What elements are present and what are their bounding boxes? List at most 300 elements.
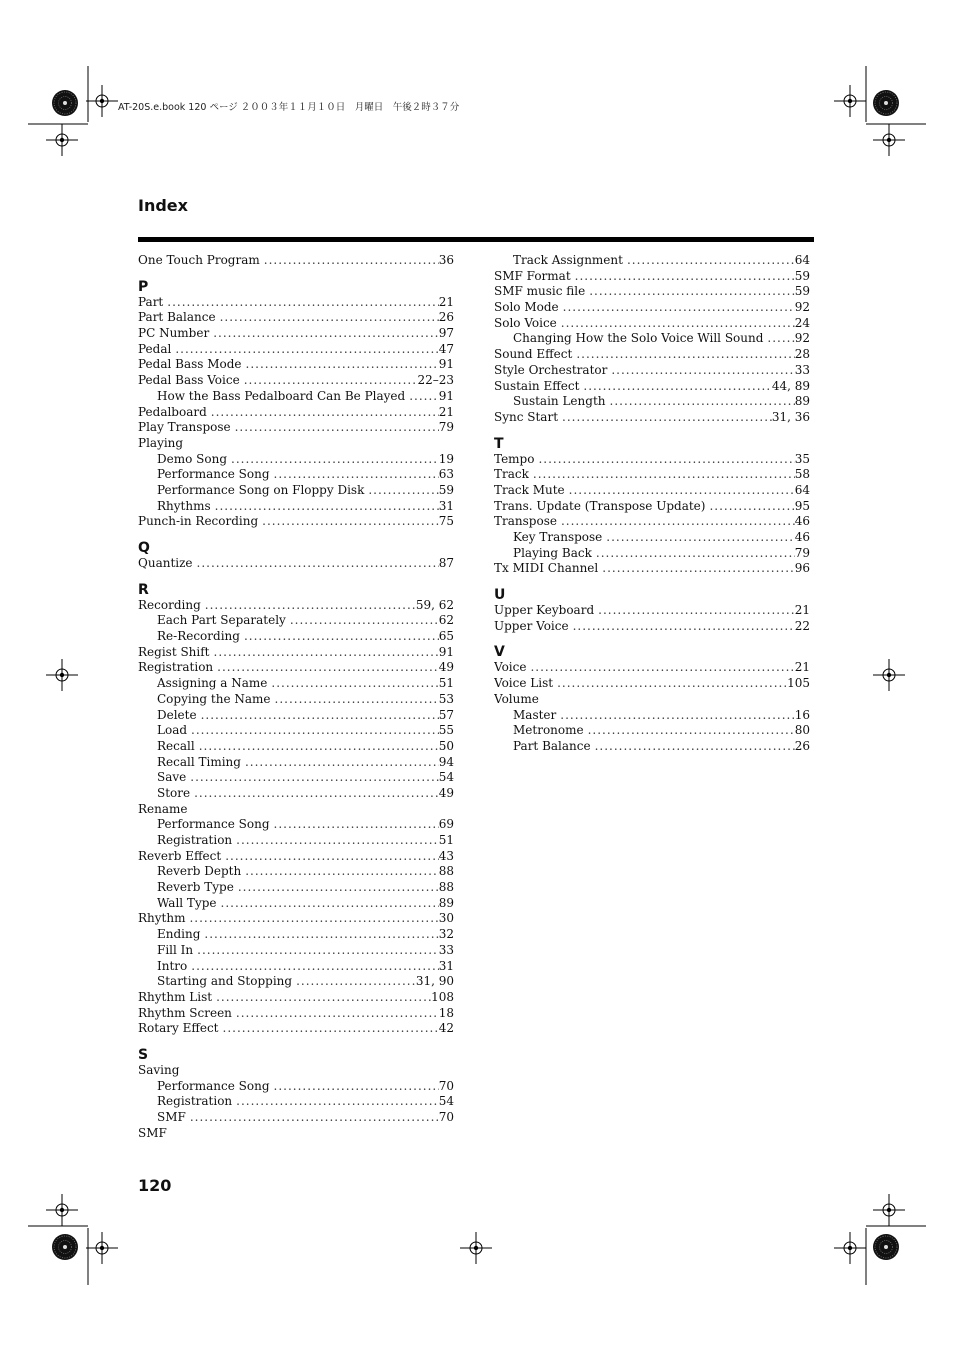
index-term: Track Assignment [513,253,623,267]
index-page-ref: 53 [438,691,454,706]
index-entry [494,467,810,483]
index-term: Tx MIDI Channel [494,561,599,576]
index-subentry [494,331,810,347]
index-page-ref: 33 [438,942,454,957]
index-term: Rhythm [138,911,186,926]
index-page-ref: 47 [438,341,454,356]
index-page-ref: 46 [794,530,810,544]
dot-leader [189,911,438,927]
index-subentry [138,692,454,708]
dot-leader [199,739,439,755]
index-page-ref: 43 [438,848,454,863]
page-number: 120 [138,1176,172,1195]
dot-leader [596,546,795,562]
dot-leader [262,514,439,530]
index-page-ref: 54 [438,770,454,785]
index-page-ref: 69 [438,817,454,832]
index-term: One Touch Program [138,253,260,267]
index-term: Part Balance [513,738,591,753]
dot-leader [296,974,416,990]
index-letter-heading: Q [138,540,150,556]
index-page-ref: 70 [438,1110,454,1124]
dot-leader [538,452,794,468]
dot-leader [560,708,794,724]
dot-leader [197,943,439,959]
index-subentry [138,943,454,959]
index-page-ref: 59 [438,482,454,497]
index-term: Rename [138,801,188,816]
index-page-ref: 89 [794,394,810,409]
index-entry [138,911,454,927]
index-subentry [138,467,454,483]
index-term: Trans. Update (Transpose Update) [494,498,706,513]
index-subentry [138,708,454,724]
index-term: Recall [157,738,195,753]
index-term: Pedal Bass Mode [138,357,242,372]
index-letter-heading: S [138,1046,149,1063]
index-term: Intro [157,958,188,973]
index-page-ref: 31 [438,958,454,973]
index-entry [138,342,454,358]
index-entry [138,514,454,530]
dot-leader [223,1021,439,1037]
index-term: Demo Song [157,451,227,466]
dot-leader [244,373,418,389]
index-term: Delete [157,707,197,722]
dot-leader [561,316,795,332]
dot-leader [530,660,794,676]
index-page-ref: 94 [438,754,454,769]
index-page-ref: 92 [794,300,810,315]
dot-leader [709,499,794,515]
dot-leader [561,514,795,530]
dot-leader [191,959,438,975]
index-page-ref: 55 [438,723,454,738]
index-subentry [138,389,454,405]
index-page-ref: 36 [438,253,454,267]
index-page-ref: 46 [794,514,810,529]
dot-leader [225,849,439,865]
index-term: Saving [138,1062,180,1077]
index-page-ref: 91 [438,388,454,403]
index-page-ref: 88 [438,880,454,895]
index-term: Performance Song [157,817,270,832]
index-term: Registration [157,1094,233,1109]
index-entry [138,802,454,818]
index-page-ref: 89 [438,895,454,910]
index-subentry [138,927,454,943]
index-entry [138,849,454,865]
index-entry [494,379,810,395]
index-page-ref: 70 [438,1078,454,1093]
index-page-ref: 28 [794,347,810,362]
dot-leader [271,676,438,692]
index-entry [138,1126,454,1142]
dot-leader [606,530,794,546]
index-page-ref: 91 [438,644,454,659]
index-term: Track Mute [494,482,565,497]
index-term: Recall Timing [157,754,241,769]
dot-leader [204,927,438,943]
print-header: AT-20S.e.book 120 ページ ２００３年１１月１０日 月曜日 午後２時３７分 [118,102,460,113]
dot-leader [167,295,438,311]
dot-leader [197,556,439,572]
index-term: Part [138,294,164,309]
index-entry [138,420,454,436]
index-subentry [138,483,454,499]
index-page-ref: 21 [794,603,810,618]
index-entry [494,269,810,285]
index-page-ref: 44, 89 [771,378,810,393]
dot-leader [220,310,439,326]
dot-leader [409,389,439,405]
dot-leader [563,300,795,316]
index-subentry [138,959,454,975]
dot-leader [191,723,439,739]
index-entry [138,326,454,342]
index-term: Pedal Bass Voice [138,373,240,388]
dot-leader [175,342,438,358]
index-page-ref: 62 [438,613,454,628]
dot-leader [569,483,795,499]
index-term: Rotary Effect [138,1021,219,1036]
dot-leader [246,357,439,373]
dot-leader [274,467,439,483]
index-term: SMF Format [494,268,571,283]
index-entry [494,660,810,676]
index-page-ref: 79 [438,420,454,435]
index-term: Reverb Type [157,880,234,895]
index-subentry [138,613,454,629]
dot-leader [211,405,439,421]
index-page-ref: 75 [438,514,454,529]
index-term: Sync Start [494,409,559,424]
index-page-ref: 51 [438,676,454,691]
index-subentry [494,739,810,755]
index-entry [138,990,454,1006]
index-page-ref: 58 [794,467,810,482]
index-entry [138,295,454,311]
index-term: Voice List [494,676,554,691]
dot-leader [275,692,439,708]
dot-leader [533,467,795,483]
dot-leader [245,755,439,771]
index-subentry [494,394,810,410]
index-page-ref: 59 [794,268,810,283]
index-term: Rhythm List [138,989,213,1004]
index-term: Track [494,467,529,482]
index-letter-heading: P [138,278,149,295]
dot-leader [610,394,795,410]
dot-leader [627,253,795,269]
index-page-ref: 16 [794,707,810,722]
index-term: Sustain Length [513,394,606,409]
index-term: Pedalboard [138,404,207,419]
index-page-ref: 92 [794,331,810,346]
index-term: Pedal [138,341,172,356]
index-entry [138,645,454,661]
index-entry [494,300,810,316]
index-page-ref: 87 [438,556,454,570]
index-entry [494,316,810,332]
dot-leader [235,420,439,436]
dot-leader [575,269,795,285]
index-subentry [138,770,454,786]
index-term: Upper Voice [494,618,569,633]
index-entry [494,363,810,379]
index-column-left [138,253,454,1141]
index-page-ref: 65 [438,629,454,644]
index-term: Playing [138,435,184,450]
dot-leader [244,629,439,645]
index-term: Performance Song [157,467,270,482]
index-page-ref: 80 [794,723,810,738]
page-title: Index [138,196,188,215]
index-entry [494,561,810,577]
index-term: Quantize [138,556,193,570]
dot-leader [236,833,439,849]
index-subentry [138,676,454,692]
index-term: Assigning a Name [157,676,268,691]
index-term: How the Bass Pedalboard Can Be Played [157,388,406,403]
dot-leader [767,331,794,347]
dot-leader [602,561,794,577]
index-subentry [138,1094,454,1110]
dot-leader [583,379,771,395]
index-subentry [138,755,454,771]
index-term: Performance Song on Floppy Disk [157,482,365,497]
index-page-ref: 19 [438,451,454,466]
index-page-ref: 26 [794,738,810,753]
index-term: Punch-in Recording [138,514,259,529]
index-entry [138,1021,454,1037]
index-term: SMF [138,1125,167,1140]
dot-leader [215,499,439,515]
index-entry [138,357,454,373]
index-entry [138,405,454,421]
index-term: Each Part Separately [157,613,286,628]
dot-leader [236,1094,439,1110]
dot-leader [213,326,439,342]
index-entry [138,598,454,614]
index-term: Master [513,707,557,722]
index-page-ref: 59, 62 [415,597,454,612]
index-entry [138,556,454,572]
index-subentry [138,864,454,880]
index-page-ref: 31, 90 [415,974,454,989]
index-subentry [138,739,454,755]
index-entry [494,452,810,468]
index-term: Recording [138,597,201,612]
index-page-ref: 108 [431,989,454,1004]
index-subentry [138,896,454,912]
index-term: Regist Shift [138,644,210,659]
index-term: Tempo [494,451,535,466]
index-subentry [138,817,454,833]
index-term: Reverb Depth [157,864,242,879]
index-term: Performance Song [157,1078,270,1093]
index-page-ref: 24 [794,315,810,330]
index-page-ref: 51 [438,833,454,847]
index-page-ref: 49 [438,785,454,800]
index-page-ref: 97 [438,326,454,341]
dot-leader [562,410,772,426]
index-page-ref: 31 [438,498,454,513]
index-column-right [494,253,810,755]
index-subentry [494,546,810,562]
index-letter-heading: R [138,581,149,598]
index-page-ref: 18 [438,1005,454,1020]
index-entry [494,284,810,300]
index-term: SMF [157,1110,186,1124]
index-term: Re-Recording [157,629,240,644]
index-page-ref: 91 [438,357,454,372]
index-page-ref: 21 [794,660,810,675]
dot-leader [290,613,439,629]
index-term: Fill In [157,942,194,957]
index-subentry [138,499,454,515]
title-rule [138,237,814,242]
index-term: Rhythms [157,498,211,513]
dot-leader [589,284,794,300]
index-page-ref: 95 [794,498,810,513]
index-entry [138,373,454,389]
index-term: Solo Voice [494,315,557,330]
index-page-ref: 22–23 [417,373,454,388]
index-term: Solo Mode [494,300,559,315]
dot-leader [190,1110,439,1126]
index-entry [494,410,810,426]
index-term: Rhythm Screen [138,1005,232,1020]
dot-leader [238,880,439,896]
index-page-ref: 64 [794,482,810,497]
index-page-ref: 57 [438,707,454,722]
index-term: Transpose [494,514,557,529]
index-page-ref: 64 [794,253,810,267]
index-entry [138,436,454,452]
dot-leader [611,363,794,379]
index-term: Part Balance [138,310,216,325]
index-page-ref: 59 [794,284,810,299]
index-term: Volume [494,691,539,706]
index-page-ref: 22 [794,618,810,633]
index-page-ref: 54 [438,1094,454,1109]
index-page-ref: 32 [438,927,454,942]
index-entry [138,310,454,326]
index-page-ref: 33 [794,362,810,377]
index-letter-heading: T [494,435,504,452]
index-term: Metronome [513,723,584,738]
index-subentry [494,723,810,739]
index-term: SMF music file [494,284,586,299]
dot-leader [194,786,439,802]
index-page-ref: 96 [794,561,810,576]
index-entry [494,603,810,619]
index-term: Registration [138,660,214,675]
index-entry [494,483,810,499]
dot-leader [214,645,439,661]
index-subentry [138,723,454,739]
index-term: Key Transpose [513,530,603,544]
index-entry [138,660,454,676]
index-entry [494,499,810,515]
dot-leader [201,708,439,724]
dot-leader [274,1079,439,1095]
index-term: Reverb Effect [138,848,222,863]
index-page-ref: 26 [438,310,454,325]
index-page-ref: 49 [438,660,454,675]
index-page-ref: 50 [438,738,454,753]
dot-leader [236,1006,439,1022]
dot-leader [245,864,439,880]
dot-leader [588,723,795,739]
index-subentry [138,1110,454,1126]
index-page-ref: 42 [438,1021,454,1036]
dot-leader [595,739,795,755]
index-page-ref: 31, 36 [771,409,810,424]
index-page-ref: 21 [438,294,454,309]
dot-leader [274,817,439,833]
index-subentry [494,253,810,269]
dot-leader [221,896,439,912]
index-page-ref: 21 [438,404,454,419]
dot-leader [368,483,438,499]
index-term: Store [157,785,191,800]
index-subentry [138,880,454,896]
index-entry [494,619,810,635]
index-term: PC Number [138,326,210,341]
index-term: Sound Effect [494,347,573,362]
index-term: Voice [494,660,527,675]
index-term: Starting and Stopping [157,974,293,989]
index-term: Save [157,770,187,785]
index-term: Sustain Effect [494,378,580,393]
index-entry [494,514,810,530]
index-entry [138,1063,454,1079]
index-subentry [138,452,454,468]
dot-leader [216,990,431,1006]
index-term: Playing Back [513,545,592,560]
index-subentry [138,974,454,990]
dot-leader [557,676,787,692]
index-term: Load [157,723,188,738]
index-term: Changing How the Solo Voice Will Sound [513,331,764,346]
index-page-ref: 88 [438,864,454,879]
index-page-ref: 79 [794,545,810,560]
index-term: Registration [157,833,233,847]
index-entry [494,676,810,692]
dot-leader [231,452,439,468]
dot-leader [190,770,438,786]
index-term: Style Orchestrator [494,362,608,377]
dot-leader [598,603,795,619]
index-page-ref: 105 [787,676,810,691]
index-page-ref: 63 [438,467,454,482]
dot-leader [217,660,439,676]
index-term: Upper Keyboard [494,603,595,618]
index-subentry [494,708,810,724]
dot-leader [205,598,416,614]
index-entry [494,692,810,708]
dot-leader [573,619,795,635]
index-entry [494,347,810,363]
dot-leader [576,347,794,363]
index-term: Play Transpose [138,420,231,435]
index-term: Wall Type [157,895,217,910]
index-entry [138,1006,454,1022]
index-subentry [138,1079,454,1095]
index-term: Copying the Name [157,691,271,706]
